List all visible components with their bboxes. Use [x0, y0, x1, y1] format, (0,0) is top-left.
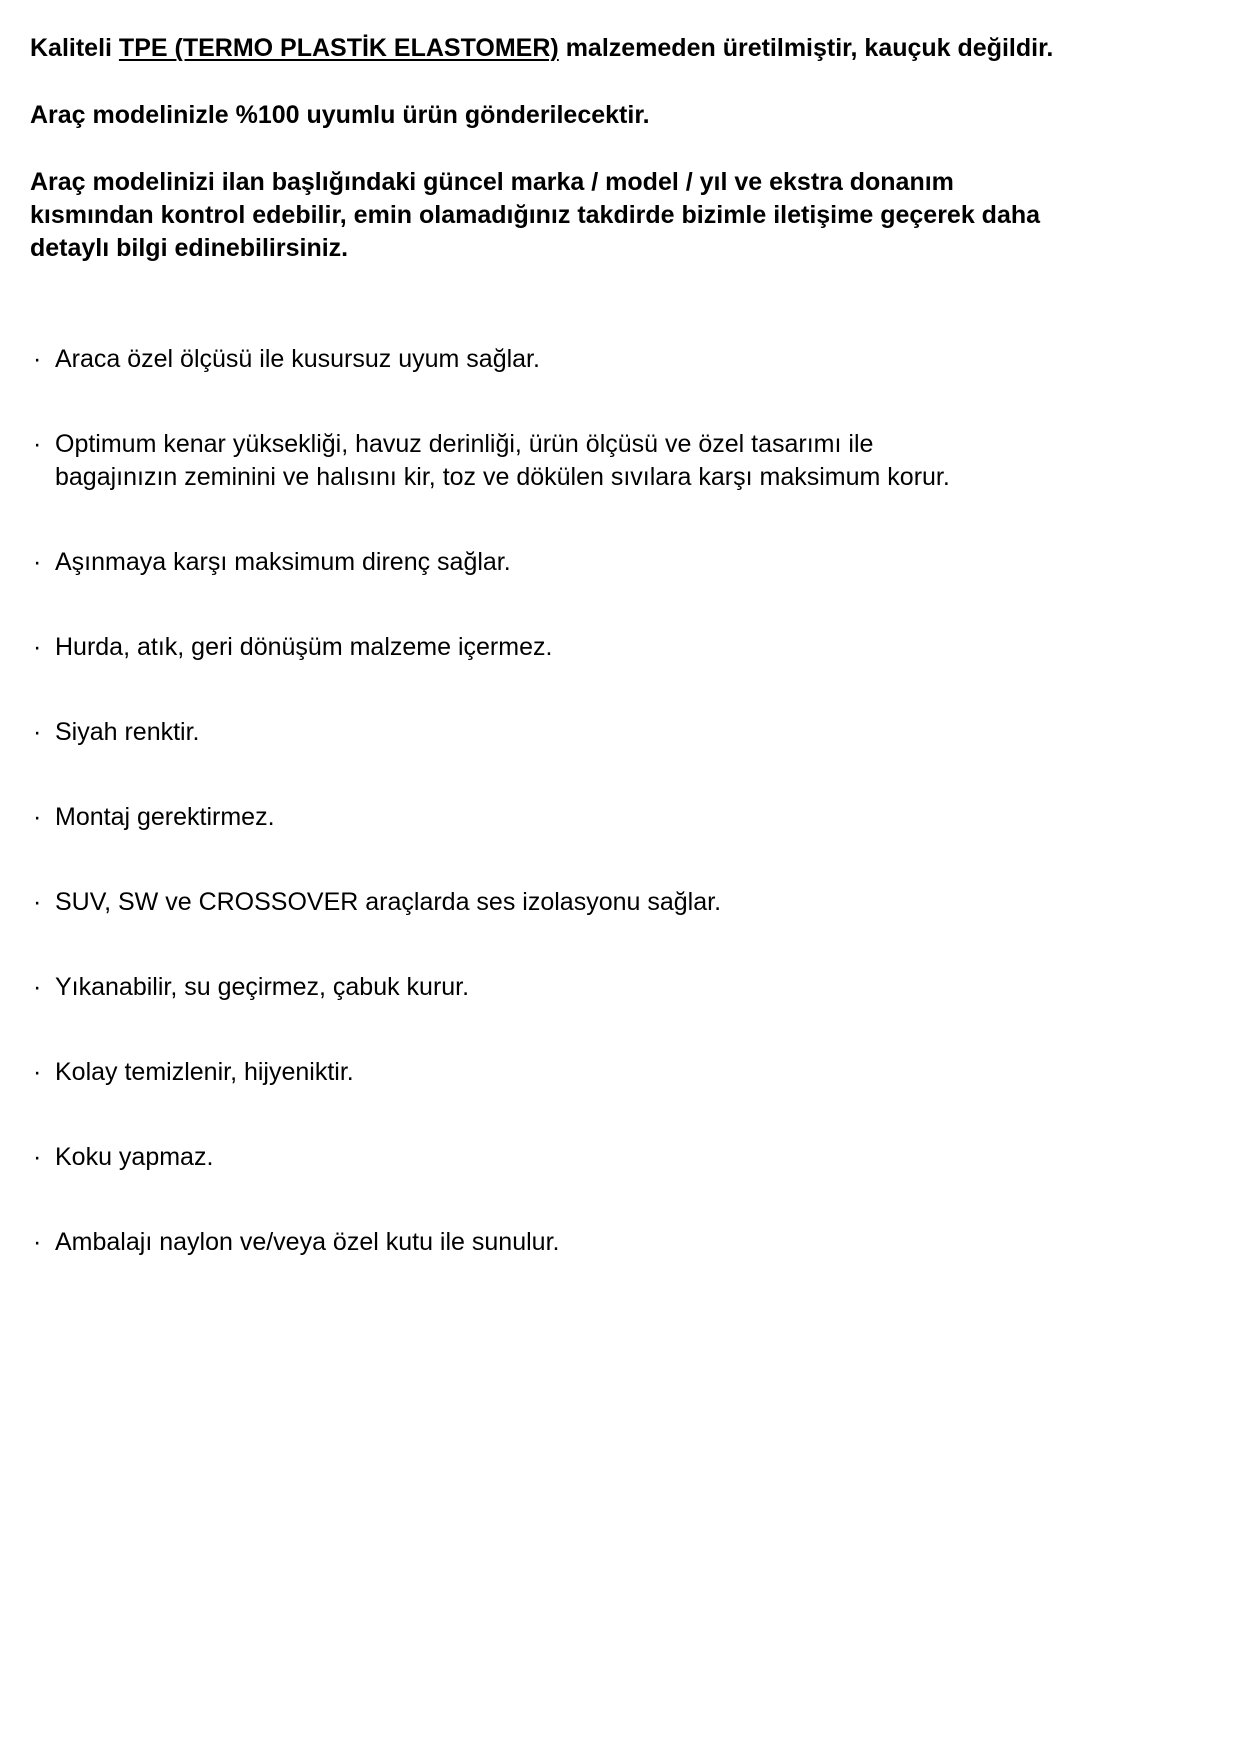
bullet-icon: · [33, 1228, 42, 1256]
bullet-icon: · [33, 1058, 42, 1086]
list-item-text: Siyah renktir. [55, 718, 200, 746]
heading-material-suffix: malzemeden üretilmiştir, kauçuk değildir. [558, 34, 1054, 62]
bullet-icon: · [33, 548, 42, 576]
list-item [30, 801, 1211, 834]
list-item-text: Araca özel ölçüsü ile kusursuz uyum sağlar. [55, 345, 540, 373]
list-item [30, 971, 1211, 1004]
bullet-icon: · [33, 345, 42, 373]
bullet-icon: · [33, 973, 42, 1001]
list-item [30, 343, 1211, 376]
list-item-text: Yıkanabilir, su geçirmez, çabuk kurur. [55, 973, 470, 1001]
list-item-text: Ambalajı naylon ve/veya özel kutu ile sunulur. [55, 1228, 560, 1256]
list-item-text: Aşınmaya karşı maksimum direnç sağlar. [55, 548, 511, 576]
list-item [30, 631, 1211, 664]
heading-material [30, 32, 1211, 65]
list-item-text: Koku yapmaz. [55, 1143, 214, 1171]
paragraph-line: Araç modelinizi ilan başlığındaki güncel marka / model / yıl ve ekstra donanım [30, 168, 954, 196]
feature-list [30, 343, 1211, 1259]
list-item [30, 428, 1211, 494]
list-item [30, 546, 1211, 579]
list-item-text: bagajınızın zeminini ve halısını kir, toz ve dökülen sıvılara karşı maksimum korur. [55, 463, 950, 491]
bullet-icon: · [33, 430, 42, 458]
list-item-text: Montaj gerektirmez. [55, 803, 275, 831]
heading-material-underlined: TPE (TERMO PLASTİK ELASTOMER) [118, 34, 559, 62]
paragraph-model-check [30, 166, 1211, 265]
bullet-icon: · [33, 888, 42, 916]
list-item [30, 1141, 1211, 1174]
list-item [30, 716, 1211, 749]
bullet-icon: · [33, 718, 42, 746]
list-item-text: Hurda, atık, geri dönüşüm malzeme içermez. [55, 633, 553, 661]
list-item [30, 886, 1211, 919]
bullet-icon: · [33, 803, 42, 831]
heading-material-prefix: Kaliteli [30, 34, 119, 62]
list-item-text: Kolay temizlenir, hijyeniktir. [55, 1058, 354, 1086]
paragraph-line: detaylı bilgi edinebilirsiniz. [30, 234, 349, 262]
bullet-icon: · [33, 633, 42, 661]
paragraph-line: kısmından kontrol edebilir, emin olamadığınız takdirde bizimle iletişime geçerek daha [30, 201, 1041, 229]
list-item-text: SUV, SW ve CROSSOVER araçlarda ses izolasyonu sağlar. [55, 888, 722, 916]
list-item-text: Optimum kenar yüksekliği, havuz derinliği, ürün ölçüsü ve özel tasarımı ile [55, 430, 874, 458]
bullet-icon: · [33, 1143, 42, 1171]
list-item [30, 1226, 1211, 1259]
heading-compatibility: Araç modelinizle %100 uyumlu ürün gönderilecektir. [30, 101, 650, 129]
list-item [30, 1056, 1211, 1089]
